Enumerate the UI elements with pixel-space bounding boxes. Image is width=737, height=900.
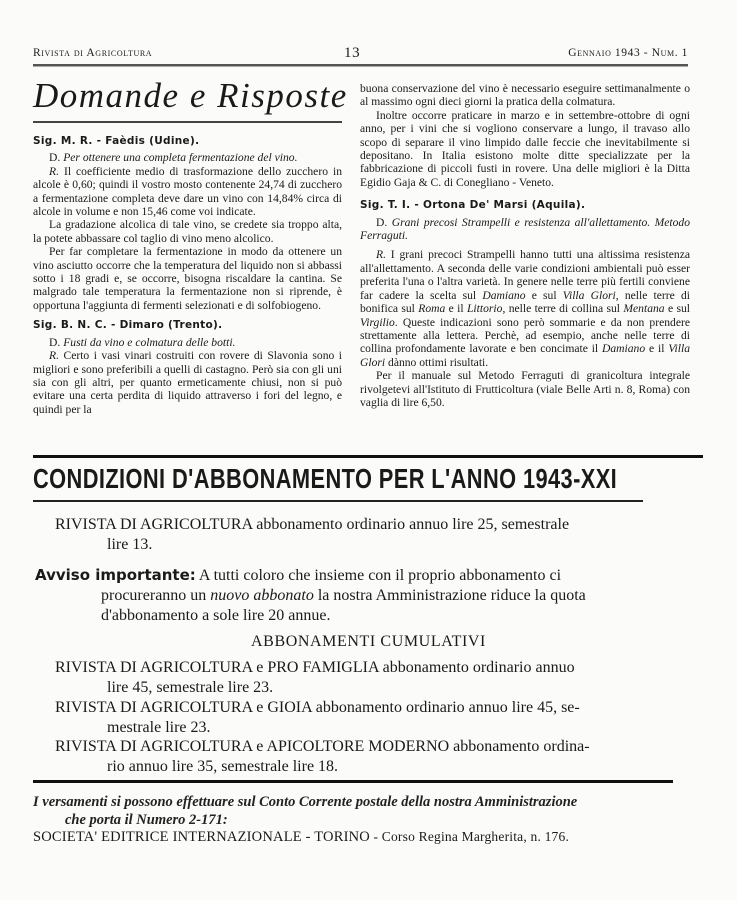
answer-body: Il coefficiente medio di trasformazione dello zucchero in alcole è 0,60; quindi il vostro mosto contenente 24,74 di zucchero a fermentazione completa deve dare un vino con 14,84% circa di alcole in volume e non 15,46 come voi indicate.	[33, 164, 342, 219]
answer-text: e il	[645, 342, 669, 356]
cumulative-offer	[55, 658, 665, 698]
footer-divider	[33, 780, 673, 783]
cumulative-title: ABBONAMENTI CUMULATIVI	[251, 633, 486, 650]
answer-continuation: buona conservazione del vino è necessario eseguire settimanalmente o al massimo ogni dieci giorni la pratica della colmatura.	[360, 82, 690, 109]
payment-line: I versamenti si possono effettuare sul Conto Corrente postale della nostra Amministrazione	[33, 794, 578, 810]
publisher-address	[33, 829, 693, 846]
answer-text: e sul	[525, 288, 563, 302]
cumulative-offer	[55, 737, 665, 777]
question-label: D.	[49, 151, 61, 165]
answer-paragraph: Per far completare la fermentazione in modo da ottenere un vino asciutto occorre che la temperatura del liquido non si abbassi sotto i 18 gradi e, se occorre, bisogna riscaldare la cantina. Se malgrado tale temperatura la fermentazione non si riprende, è opportuna l'aggiunta di fermenti selezionati e di solfobiogeno.	[33, 245, 342, 312]
answer-text: e il	[445, 302, 467, 316]
answer-text: . Queste indicazioni sono però sommarie e da non prendere strettamente alla lettera. Perchè, ad esempio, anche nelle terre di collina profondamente lavorate e ben concimate il	[360, 315, 690, 356]
offer-line: RIVISTA DI AGRICOLTURA e PRO FAMIGLIA abbonamento ordinario annuo	[55, 659, 575, 676]
header-divider	[33, 64, 688, 67]
question-text	[360, 216, 690, 243]
answer-body: Certo i vasi vinari costruiti con rovere di Slavonia sono i migliori e sono preferibili a quelli di castagno. Però sia con gli uni sia con gli altri, per quanto ermeticamente chiusi, non si può evitare una certa perdita di liquido attraverso i fori del legno, e quindi per la	[33, 349, 342, 416]
question-label: D.	[49, 335, 61, 349]
important-notice	[35, 565, 665, 626]
payment-info	[33, 793, 683, 829]
offer-line: RIVISTA DI AGRICOLTURA e GIOIA abbonamento ordinario annuo lire 45, se-	[55, 699, 580, 716]
publisher-name: SOCIETA' EDITRICE INTERNAZIONALE - TORINO	[33, 829, 370, 845]
answer-label: R.	[49, 164, 59, 178]
offer-line: RIVISTA DI AGRICOLTURA abbonamento ordinario annuo lire 25, semestrale	[55, 516, 570, 533]
answer-paragraph	[33, 349, 342, 416]
offer-line: lire 45, semestrale lire 23.	[107, 679, 274, 696]
section-title: Domande e Risposte	[33, 76, 348, 115]
running-head	[33, 47, 688, 63]
variety-name: Damiano	[482, 288, 526, 302]
notice-line: d'abbonamento a sole lire 20 annue.	[101, 607, 331, 624]
notice-line	[35, 586, 665, 606]
publisher-street: - Corso Regina Margherita, n. 176.	[369, 829, 570, 844]
answer-text: I grani precoci Strampelli hanno tutti una altissima resistenza all'allettamento. A seconda delle varie condizioni ambientali può esser preferita l'una o l'altra varietà. In genere nelle terre più fertili conviene far cadere la scelta sul	[360, 248, 690, 302]
notice-label: Avviso importante:	[35, 566, 196, 584]
question-sender: Sig. T. I. - Ortona De' Marsi (Aquila).	[360, 199, 586, 212]
question-sender: Sig. M. R. - Faèdis (Udine).	[33, 135, 200, 147]
answer-paragraph: Inoltre occorre praticare in marzo e in settembre-ottobre di ogni anno, per i vini che si vogliono conservare a lungo, il travaso allo scopo di separare il vino limpido dalle feccie che inevitabilmente si depositano. In Italia esistono molte ditte specializzate per la fabbricazione di piccoli fusti in rovere. Una delle migliori è la Ditta Egidio Gaja & C. di Conegliano - Veneto.	[360, 108, 690, 189]
answer-label: R.	[49, 349, 59, 363]
notice-line: A tutti coloro che insieme con il proprio abbonamento ci	[198, 567, 562, 584]
right-column	[360, 82, 690, 409]
offer-line: rio annuo lire 35, semestrale lire 18.	[107, 758, 339, 775]
question-text	[33, 151, 342, 164]
answer-paragraph: Per il manuale sul Metodo Ferraguti di granicoltura integrale rivolgetevi all'Istituto di Frutticoltura (viale Belle Arti n. 8, Roma) con vaglia di lire 6,50.	[360, 369, 690, 409]
page-number: 13	[344, 45, 361, 61]
issue-date: Gennaio 1943 - Num. 1	[568, 47, 688, 59]
offer-line: RIVISTA DI AGRICOLTURA e APICOLTORE MODERNO abbonamento ordina-	[55, 738, 590, 755]
offer-line: lire 13.	[107, 536, 153, 553]
variety-name: Roma	[418, 302, 446, 316]
variety-name: Virgilio	[360, 315, 395, 329]
subscription-main-offer	[55, 515, 665, 555]
notice-emphasis: nuovo abbonato	[210, 587, 314, 604]
question-sender: Sig. B. N. C. - Dimaro (Trento).	[33, 319, 223, 332]
answer-text: dànno ottimi risultati.	[385, 355, 489, 369]
answer-text: e sul	[664, 302, 690, 316]
answer-body	[360, 248, 690, 368]
question-label: D.	[376, 215, 388, 229]
title-underline	[33, 121, 342, 123]
variety-name: Damiano	[602, 342, 646, 356]
notice-text: la nostra Amministrazione riduce la quota	[313, 587, 586, 604]
question-text	[33, 336, 342, 349]
answer-paragraph: La gradazione alcolica di tale vino, se credete sia troppo alta, la potete abbassare col taglio di vino meno alcolico.	[33, 218, 342, 245]
answer-paragraph	[33, 165, 342, 219]
left-column	[33, 131, 342, 416]
payment-line: che porta il Numero 2-171:	[65, 812, 228, 828]
answer-paragraph	[360, 248, 690, 369]
answer-text: , nelle terre di collina sul	[502, 302, 624, 316]
answer-text: , nelle terre di bonifica sul	[360, 288, 690, 316]
cumulative-offer	[55, 698, 665, 738]
journal-name: Rivista di Agricoltura	[33, 47, 153, 59]
variety-name: Littorio	[466, 302, 503, 316]
variety-name: Mentana	[623, 302, 665, 316]
variety-name: Villa Glori	[360, 342, 690, 369]
offer-line: mestrale lire 23.	[107, 719, 211, 736]
question-body: Per ottenere una completa fermentazione del vino.	[63, 151, 298, 165]
question-body: Fusti da vino e colmatura delle botti.	[63, 335, 236, 349]
subscription-title-underline	[33, 500, 643, 502]
section-divider	[33, 455, 703, 458]
question-body: Grani precosi Strampelli e resistenza all'allettamento. Metodo Ferraguti.	[360, 215, 690, 243]
subscription-title: CONDIZIONI D'ABBONAMENTO PER L'ANNO 1943-XXI	[33, 463, 618, 494]
answer-label: R.	[376, 248, 386, 262]
variety-name: Villa Glori	[562, 288, 616, 302]
notice-text: procureranno un	[101, 587, 211, 604]
